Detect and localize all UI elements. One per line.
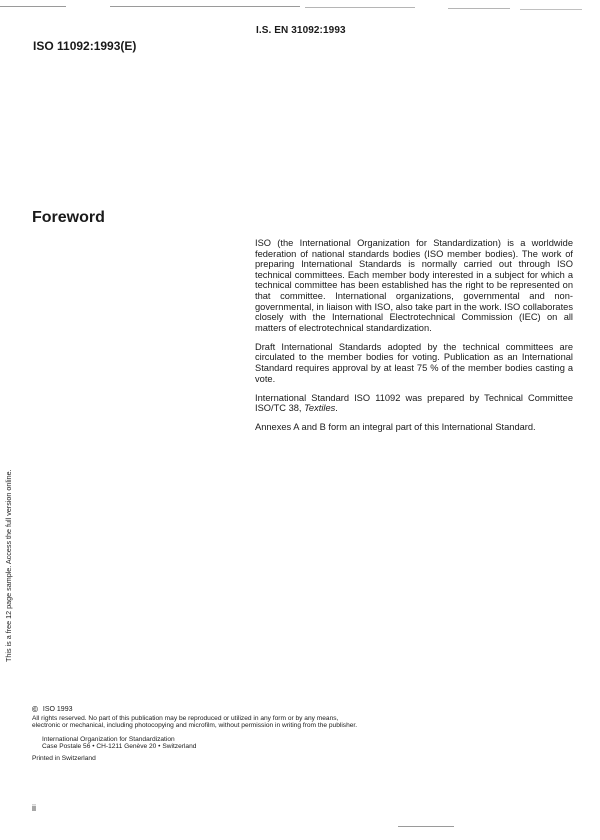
copyright-icon: ©	[32, 705, 38, 714]
printed-in: Printed in Switzerland	[32, 754, 96, 762]
foreword-title: Foreword	[32, 209, 105, 226]
rights-notice: All rights reserved. No part of this publication may be reproduced or utilized in any form or by any means, electronic or mechanical, including photocopying and microfilm, without permission in writing from the publisher.	[32, 714, 358, 730]
foreword-paragraph-3	[255, 393, 573, 414]
scan-rule	[520, 9, 582, 10]
foreword-paragraph-1: ISO (the International Organization for Standardization) is a worldwide federation of national standards bodies (ISO member bodies). The work of preparing International Standards is normally carried out through ISO technical committees. Each member body interested in a subject for which a technical committee has been established has the right to be represented on that committee. International organizations, governmental and non-governmental, in liaison with ISO, also take part in the work. ISO collaborates closely with the International Electrotechnical Commission (IEC) on all matters of electrotechnical standardization.	[255, 238, 573, 333]
scan-rule	[110, 6, 300, 7]
sample-notice: This is a free 12 page sample. Access the full version online.	[4, 469, 13, 662]
paragraph-3-text: International Standard ISO 11092 was prepared by Technical Committee ISO/TC 38,	[255, 392, 573, 414]
committee-name: Textiles	[304, 403, 336, 414]
foreword-paragraph-4: Annexes A and B form an integral part of this International Standard.	[255, 422, 536, 433]
publisher-address: Case Postale 56 • CH-1211 Genève 20 • Switzerland	[42, 743, 197, 751]
scan-rule	[398, 826, 454, 827]
copyright-owner-year: ISO 1993	[42, 706, 73, 713]
publisher-name: International Organization for Standardization	[42, 735, 175, 743]
foreword-body	[255, 238, 573, 442]
copyright-line	[32, 706, 362, 714]
page-number: ii	[32, 803, 36, 813]
scan-rule	[448, 8, 510, 9]
iso-standard-reference: ISO 11092:1993(E)	[33, 39, 137, 53]
paragraph-3-end: .	[335, 403, 338, 414]
scan-rule	[305, 7, 415, 8]
foreword-paragraph-2: Draft International Standards adopted by the technical committees are circulated to the member bodies for voting. Publication as an International Standard requires approval by at least 75 % of the member bodies casting a vote.	[255, 341, 573, 384]
copyright-block	[32, 706, 362, 763]
national-standard-reference: I.S. EN 31092:1993	[256, 25, 346, 36]
scan-rule	[0, 6, 66, 7]
